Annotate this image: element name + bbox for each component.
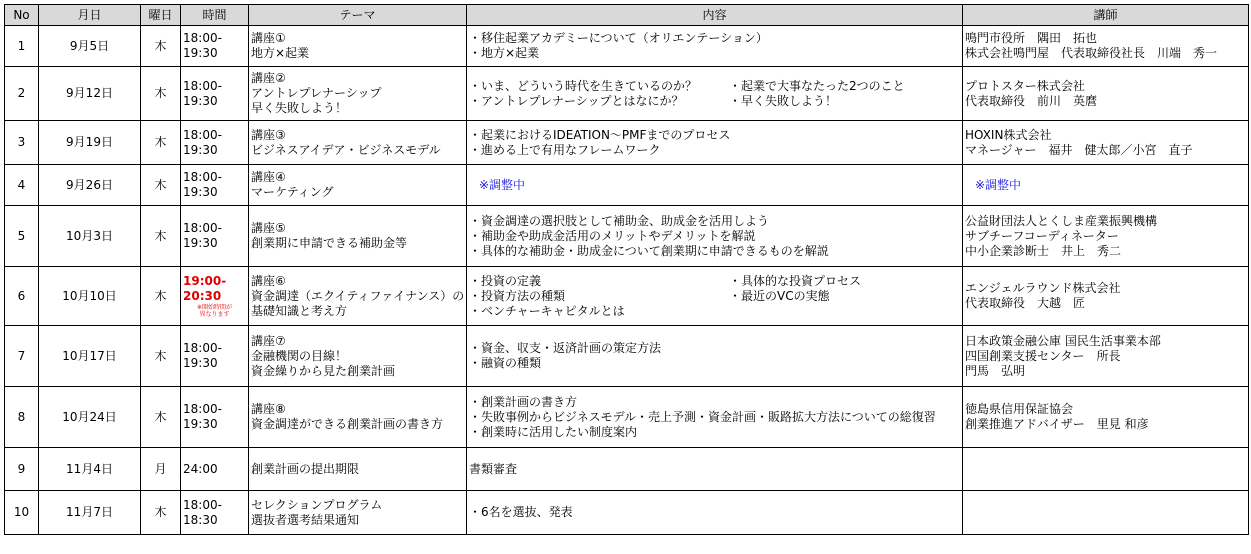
cell-date: 9月12日 [39, 67, 141, 121]
theme-line: 金融機関の目線！ [251, 348, 348, 363]
cell-time [181, 165, 249, 206]
cell-content [467, 448, 963, 491]
theme-line: 選抜者選考結果通知 [251, 512, 360, 527]
header-date: 月日 [39, 5, 141, 26]
cell-content [467, 67, 963, 121]
theme-line: アントレプレナーシップ [251, 86, 382, 100]
cell-no: 5 [5, 206, 39, 267]
theme-line: 地方×起業 [251, 46, 310, 60]
pending-label: ※調整中 [479, 177, 526, 192]
time-end: 19:30 [183, 46, 218, 60]
theme-line: 資金調達（エクイティファイナンス）の [251, 288, 465, 303]
cell-time [181, 448, 249, 491]
table-row [5, 448, 1249, 491]
header-content: 内容 [467, 5, 963, 26]
cell-no: 4 [5, 165, 39, 206]
lecturer-line: 徳島県信用保証協会 [965, 402, 1074, 416]
theme-line: 講座⑧ [251, 402, 286, 416]
cell-theme [249, 206, 467, 267]
cell-day: 木 [141, 267, 181, 326]
time-start: 19:00- [183, 274, 227, 288]
cell-lecturer [963, 491, 1249, 535]
table-row [5, 491, 1249, 535]
theme-line: 講座⑥ [251, 273, 286, 288]
cell-theme [249, 448, 467, 491]
lecturer-line: 鳴門市役所 隅田 拓也 [965, 31, 1098, 45]
theme-line: ビジネスアイデア・ビジネスモデル [251, 142, 441, 157]
cell-time [181, 26, 249, 67]
content-line: 書類審査 [469, 461, 518, 476]
time-start: 18:00- [183, 221, 222, 235]
lecturer-line: 四国創業支援センター 所長 [965, 348, 1121, 363]
cell-content [467, 267, 963, 326]
content-line: ・ベンチャーキャピタルとは [469, 303, 625, 318]
cell-content [467, 165, 963, 206]
time-end: 18:30 [183, 512, 218, 527]
cell-day: 木 [141, 387, 181, 448]
table-row [5, 121, 1249, 165]
content-columns [469, 79, 960, 109]
cell-content [467, 121, 963, 165]
content-line: ・地方×起業 [469, 46, 540, 60]
theme-line: 講座③ [251, 127, 286, 142]
cell-time [181, 121, 249, 165]
content-line: ・6名を選抜、発表 [469, 505, 573, 519]
lecturer-line: 代表取締役 前川 英麿 [965, 93, 1098, 108]
cell-theme [249, 267, 467, 326]
time-start: 18:00- [183, 31, 222, 45]
theme-line: 資金繰りから見た創業計画 [251, 363, 396, 378]
cell-lecturer [963, 326, 1249, 387]
cell-date: 11月7日 [39, 491, 141, 535]
time-start: 24:00 [183, 461, 218, 476]
time-end: 19:30 [183, 142, 218, 157]
header-theme: テーマ [249, 5, 467, 26]
cell-content [467, 26, 963, 67]
content-line: ・具体的な投資プロセス [729, 273, 862, 288]
lecturer-line: エンジェルラウンド株式会社 [965, 281, 1121, 295]
cell-time [181, 206, 249, 267]
time-start: 18:00- [183, 78, 222, 93]
time-end: 19:30 [183, 417, 218, 431]
cell-no: 8 [5, 387, 39, 448]
table-row [5, 387, 1249, 448]
cell-date: 10月3日 [39, 206, 141, 267]
cell-time [181, 387, 249, 448]
lecturer-line: 門馬 弘明 [965, 363, 1026, 378]
lecturer-line: 中小企業診断士 井上 秀二 [965, 243, 1122, 258]
lecturer-line: 日本政策金融公庫 国民生活事業本部 [965, 333, 1161, 348]
cell-lecturer [963, 67, 1249, 121]
content-line: ・創業時に活用したい制度案内 [469, 424, 638, 439]
cell-no: 3 [5, 121, 39, 165]
time-end: 19:30 [183, 93, 218, 108]
theme-line: セレクションプログラム [251, 497, 383, 512]
content-line: ・移住起業アカデミーについて（オリエンテーション） [469, 31, 768, 45]
cell-content [467, 206, 963, 267]
header-day: 曜日 [141, 5, 181, 26]
cell-theme [249, 491, 467, 535]
table-row [5, 67, 1249, 121]
lecturer-line: サブチーフコーディネーター [965, 228, 1119, 243]
content-line: ・補助金や助成金活用のメリットやデメリットを解説 [469, 228, 756, 243]
theme-line: 創業計画の提出期限 [251, 461, 360, 476]
cell-lecturer [963, 387, 1249, 448]
cell-theme [249, 387, 467, 448]
time-end: 19:30 [183, 356, 218, 370]
cell-time [181, 67, 249, 121]
time-end: 20:30 [183, 289, 222, 303]
cell-day: 木 [141, 491, 181, 535]
theme-line: マーケティング [251, 185, 334, 199]
cell-day: 木 [141, 121, 181, 165]
cell-theme [249, 67, 467, 121]
content-column [469, 79, 729, 109]
cell-lecturer [963, 448, 1249, 491]
pending-label: ※調整中 [975, 177, 1022, 192]
cell-no: 6 [5, 267, 39, 326]
table-row [5, 26, 1249, 67]
cell-day: 木 [141, 67, 181, 121]
header-no: No [5, 5, 39, 26]
cell-date: 10月24日 [39, 387, 141, 448]
lecturer-line: プロトスター株式会社 [965, 78, 1085, 93]
theme-line: 講座② [251, 71, 286, 85]
content-line: ・起業におけるIDEATION～PMFまでのプロセス [469, 127, 731, 142]
content-line: ・早く失敗しよう！ [729, 93, 838, 108]
time-start: 18:00- [183, 341, 222, 355]
lecturer-line: 代表取締役 大越 匠 [965, 296, 1086, 310]
table-row [5, 326, 1249, 387]
theme-line: 資金調達ができる創業計画の書き方 [251, 417, 444, 431]
cell-day: 木 [141, 26, 181, 67]
cell-no: 7 [5, 326, 39, 387]
cell-date: 9月5日 [39, 26, 141, 67]
cell-lecturer [963, 267, 1249, 326]
cell-lecturer [963, 121, 1249, 165]
header-time: 時間 [181, 5, 249, 26]
content-line: ・アントレプレナーシップとはなにか？ [469, 93, 684, 108]
cell-no: 1 [5, 26, 39, 67]
cell-content [467, 387, 963, 448]
content-line: ・最近のVCの実態 [729, 288, 830, 303]
theme-line: 基礎知識と考え方 [251, 303, 348, 318]
cell-no: 2 [5, 67, 39, 121]
time-start: 18:00- [183, 170, 222, 184]
lecturer-line: 株式会社鳴門屋 代表取締役社長 川端 秀一 [965, 46, 1218, 60]
content-line: ・創業計画の書き方 [469, 394, 578, 409]
cell-day: 木 [141, 206, 181, 267]
theme-line: 講座⑦ [251, 333, 286, 348]
time-note: ※開始時間が [196, 304, 233, 311]
content-line: ・融資の種類 [469, 356, 542, 370]
cell-theme [249, 26, 467, 67]
cell-time [181, 267, 249, 326]
cell-day: 木 [141, 165, 181, 206]
cell-date: 9月19日 [39, 121, 141, 165]
cell-day: 木 [141, 326, 181, 387]
content-line: ・起業で大事なたった2つのこと [729, 78, 905, 93]
time-start: 18:00- [183, 497, 222, 512]
table-row [5, 165, 1249, 206]
cell-theme [249, 165, 467, 206]
cell-date: 10月10日 [39, 267, 141, 326]
time-end: 19:30 [183, 236, 218, 250]
header-row [5, 5, 1249, 26]
content-line: ・投資の定義 [469, 273, 542, 288]
content-line: ・具体的な補助金・助成金について創業期に申請できるものを解説 [469, 243, 829, 258]
theme-line: 講座① [251, 31, 286, 45]
content-line: ・進める上で有用なフレームワーク [469, 142, 661, 157]
time-start: 18:00- [183, 127, 222, 142]
content-line: ・資金、収支・返済計画の策定方法 [469, 341, 662, 355]
cell-content [467, 491, 963, 535]
table-row [5, 206, 1249, 267]
table-row [5, 267, 1249, 326]
lecturer-line: 公益財団法人とくしま産業振興機構 [965, 213, 1158, 228]
cell-theme [249, 121, 467, 165]
time-start: 18:00- [183, 402, 222, 416]
cell-time [181, 326, 249, 387]
content-line: ・失敗事例からビジネスモデル・売上予測・資金計画・販路拡大方法についての総復習 [469, 409, 936, 424]
content-column [729, 79, 905, 109]
time-end: 19:30 [183, 185, 218, 199]
content-line: ・いま、どういう時代を生きているのか？ [469, 78, 698, 93]
content-columns [469, 274, 960, 319]
cell-no: 10 [5, 491, 39, 535]
theme-line: 創業期に申請できる補助金等 [251, 236, 408, 250]
cell-lecturer [963, 206, 1249, 267]
cell-content [467, 326, 963, 387]
cell-theme [249, 326, 467, 387]
content-line: ・資金調達の選択肢として補助金、助成金を活用しよう [469, 213, 770, 228]
cell-date: 10月17日 [39, 326, 141, 387]
theme-line: 早く失敗しよう！ [251, 101, 348, 115]
lecturer-line: 創業推進アドバイザー 里見 和彦 [965, 417, 1149, 431]
content-line: ・投資方法の種類 [469, 288, 566, 303]
cell-no: 9 [5, 448, 39, 491]
theme-line: 講座⑤ [251, 221, 286, 235]
cell-lecturer [963, 26, 1249, 67]
cell-date: 11月4日 [39, 448, 141, 491]
cell-date: 9月26日 [39, 165, 141, 206]
header-lecturer: 講師 [963, 5, 1249, 26]
time-note: 異なります [199, 311, 230, 318]
content-column [729, 274, 861, 319]
content-column [469, 274, 729, 319]
theme-line: 講座④ [251, 170, 286, 184]
lecturer-line: マネージャー 福井 健太郎／小宮 直子 [965, 142, 1193, 157]
cell-time [181, 491, 249, 535]
cell-day: 月 [141, 448, 181, 491]
schedule-table [4, 4, 1249, 535]
lecturer-line: HOXIN株式会社 [965, 127, 1052, 142]
cell-lecturer [963, 165, 1249, 206]
